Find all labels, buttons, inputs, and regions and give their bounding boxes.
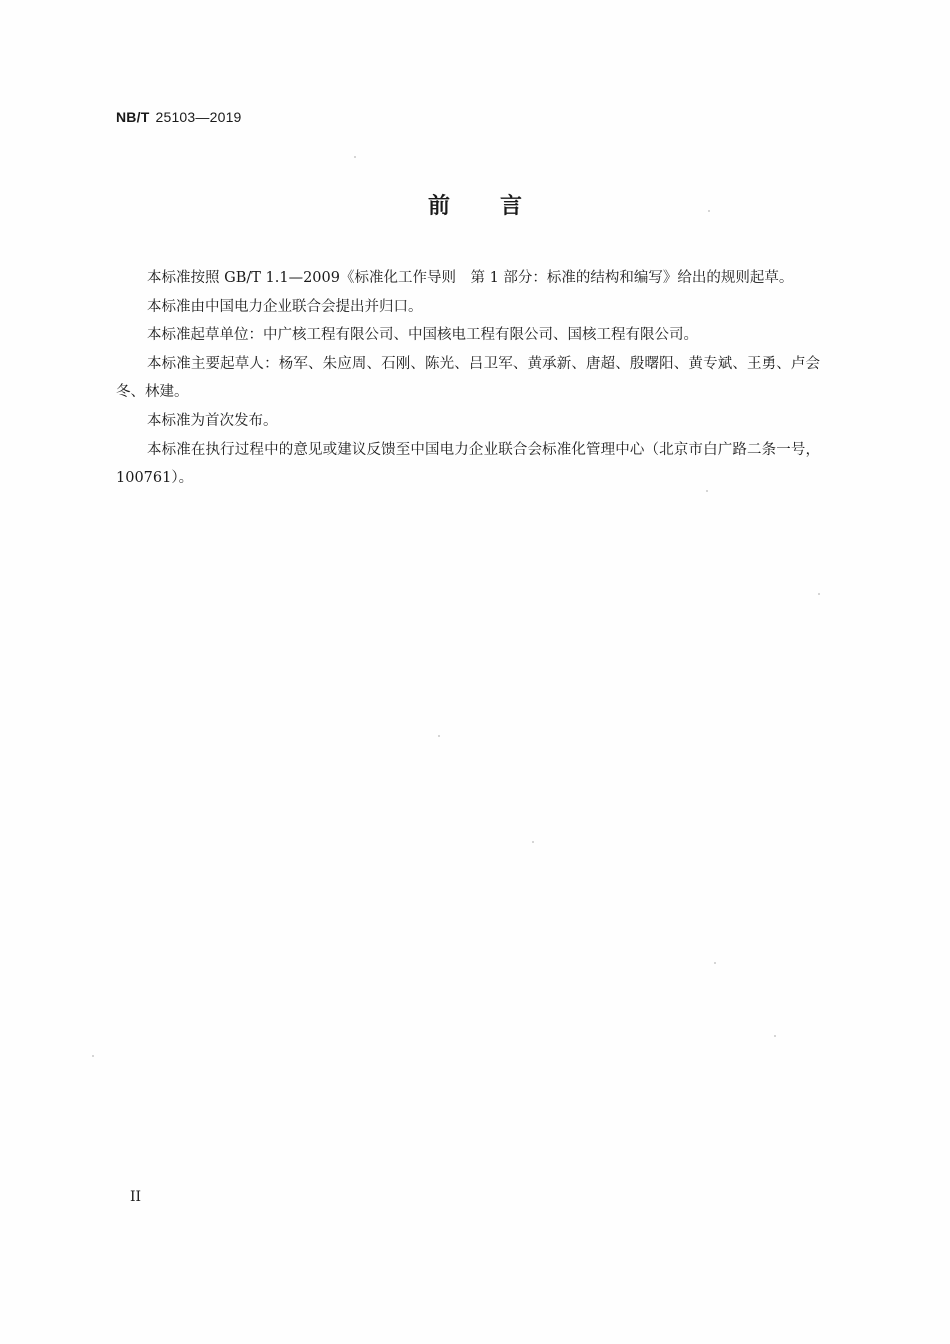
standard-code [116, 109, 242, 125]
scan-speck [708, 210, 710, 212]
scan-speck [714, 962, 716, 964]
scan-speck [818, 593, 820, 595]
standard-code-number: 25103—2019 [155, 109, 242, 125]
foreword-body [116, 264, 820, 493]
paragraph-drafters: 本标准主要起草人：杨军、朱应周、石刚、陈光、吕卫军、黄承新、唐超、殷曙阳、黄专斌、王勇、卢会冬、林建。 [116, 355, 820, 401]
scan-speck [438, 735, 440, 737]
page-title: 前言 [427, 194, 572, 219]
paragraph-proposer: 本标准由中国电力企业联合会提出并归口。 [147, 298, 423, 315]
paragraph-feedback: 本标准在执行过程中的意见或建议反馈至中国电力企业联合会标准化管理中心（北京市白广路二条一号，100761）。 [116, 441, 820, 487]
page-number: II [130, 1189, 142, 1205]
scan-speck [92, 1055, 94, 1057]
scan-speck [532, 841, 534, 843]
paragraph-drafting-units: 本标准起草单位：中广核工程有限公司、中国核电工程有限公司、国核工程有限公司。 [147, 327, 698, 344]
standard-code-prefix: NB/T [116, 109, 150, 125]
scan-speck [354, 156, 356, 158]
scan-speck [706, 490, 708, 492]
scan-speck [774, 1035, 776, 1037]
paragraph-first-release: 本标准为首次发布。 [147, 412, 278, 429]
paragraph-drafting-rules: 本标准按照 GB/T 1.1—2009《标准化工作导则 第 1 部分：标准的结构和编写》给出的规则起草。 [147, 270, 794, 286]
